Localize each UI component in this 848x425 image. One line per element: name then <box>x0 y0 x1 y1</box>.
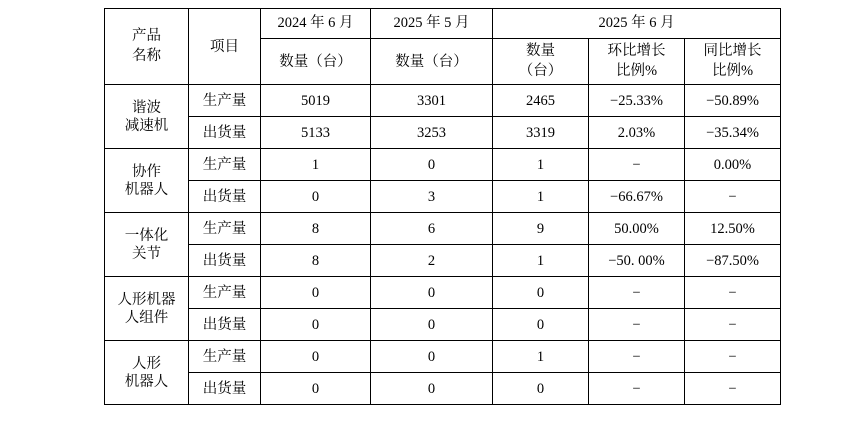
mom-growth: − <box>589 341 685 373</box>
table-row <box>105 309 781 341</box>
production-shipment-table-container <box>104 8 780 405</box>
qty-2024-06: 1 <box>261 149 371 181</box>
product-name-line1: 一体化 <box>124 227 169 244</box>
product-name-line1: 谐波 <box>132 99 161 116</box>
header-mom-growth-line2: 比例% <box>615 62 658 79</box>
product-name-line1: 协作 <box>132 163 161 180</box>
mom-growth: −50. 00% <box>589 245 685 277</box>
mom-growth: 2.03% <box>589 117 685 149</box>
yoy-growth: − <box>685 373 781 405</box>
qty-2024-06: 0 <box>261 277 371 309</box>
qty-2025-06: 1 <box>493 149 589 181</box>
table-header-row-top <box>105 9 781 39</box>
qty-2025-06: 3319 <box>493 117 589 149</box>
item-cell: 生产量 <box>189 85 261 117</box>
header-item: 项目 <box>189 9 261 85</box>
qty-2024-06: 0 <box>261 181 371 213</box>
item-cell: 生产量 <box>189 149 261 181</box>
yoy-growth: − <box>685 309 781 341</box>
header-yoy-growth <box>685 39 781 85</box>
item-cell: 出货量 <box>189 117 261 149</box>
table-row <box>105 181 781 213</box>
product-name-line2: 减速机 <box>124 117 169 134</box>
qty-2025-06: 0 <box>493 277 589 309</box>
item-cell: 出货量 <box>189 373 261 405</box>
qty-2025-05: 0 <box>371 309 493 341</box>
qty-2025-05: 6 <box>371 213 493 245</box>
header-product-name-line1: 产品 <box>132 28 161 44</box>
header-period-2025-05: 2025 年 5 月 <box>371 9 493 39</box>
header-yoy-growth-line2: 比例% <box>711 62 754 79</box>
header-period-2025-06: 2025 年 6 月 <box>493 9 781 39</box>
product-name-line2: 机器人 <box>124 373 169 390</box>
yoy-growth: −87.50% <box>685 245 781 277</box>
mom-growth: − <box>589 149 685 181</box>
qty-2025-06: 1 <box>493 245 589 277</box>
qty-2025-05: 3 <box>371 181 493 213</box>
qty-2024-06: 0 <box>261 309 371 341</box>
item-cell: 出货量 <box>189 245 261 277</box>
qty-2025-06: 1 <box>493 181 589 213</box>
qty-2025-06: 1 <box>493 341 589 373</box>
qty-2025-05: 2 <box>371 245 493 277</box>
yoy-growth: −35.34% <box>685 117 781 149</box>
header-product-name <box>105 9 189 85</box>
header-qty-2025-06-line1: 数量 <box>526 43 555 59</box>
qty-2024-06: 5019 <box>261 85 371 117</box>
header-qty-2025-06 <box>493 39 589 85</box>
product-name-line1: 人形机器 <box>117 291 176 308</box>
qty-2025-05: 0 <box>371 341 493 373</box>
yoy-growth: 0.00% <box>685 149 781 181</box>
header-mom-growth-line1: 环比增长 <box>607 43 666 59</box>
qty-2024-06: 5133 <box>261 117 371 149</box>
item-cell: 生产量 <box>189 277 261 309</box>
header-mom-growth <box>589 39 685 85</box>
table-row <box>105 213 781 245</box>
product-name-cell <box>105 341 189 405</box>
table-row <box>105 277 781 309</box>
item-cell: 生产量 <box>189 341 261 373</box>
qty-2025-06: 9 <box>493 213 589 245</box>
product-name-line2: 人组件 <box>124 309 169 326</box>
table-row <box>105 373 781 405</box>
table-body <box>105 85 781 405</box>
product-name-cell <box>105 213 189 277</box>
table-header <box>105 9 781 85</box>
yoy-growth: − <box>685 341 781 373</box>
header-period-2024-06: 2024 年 6 月 <box>261 9 371 39</box>
mom-growth: −25.33% <box>589 85 685 117</box>
item-cell: 出货量 <box>189 309 261 341</box>
qty-2025-06: 2465 <box>493 85 589 117</box>
mom-growth: − <box>589 309 685 341</box>
table-row <box>105 245 781 277</box>
qty-2025-05: 3253 <box>371 117 493 149</box>
qty-2025-06: 0 <box>493 373 589 405</box>
product-name-cell <box>105 277 189 341</box>
mom-growth: − <box>589 277 685 309</box>
table-row <box>105 117 781 149</box>
table-row <box>105 149 781 181</box>
qty-2024-06: 8 <box>261 213 371 245</box>
yoy-growth: − <box>685 277 781 309</box>
mom-growth: 50.00% <box>589 213 685 245</box>
yoy-growth: −50.89% <box>685 85 781 117</box>
product-name-line1: 人形 <box>132 355 161 372</box>
product-name-line2: 关节 <box>132 245 161 262</box>
table-row <box>105 341 781 373</box>
product-name-cell <box>105 85 189 149</box>
mom-growth: −66.67% <box>589 181 685 213</box>
product-name-line2: 机器人 <box>124 181 169 198</box>
qty-2024-06: 0 <box>261 373 371 405</box>
item-cell: 出货量 <box>189 181 261 213</box>
qty-2025-05: 0 <box>371 373 493 405</box>
qty-2025-06: 0 <box>493 309 589 341</box>
production-shipment-table <box>104 8 781 405</box>
yoy-growth: − <box>685 181 781 213</box>
mom-growth: − <box>589 373 685 405</box>
header-qty-2025-05: 数量（台） <box>371 39 493 85</box>
qty-2025-05: 0 <box>371 149 493 181</box>
item-cell: 生产量 <box>189 213 261 245</box>
header-qty-2024-06: 数量（台） <box>261 39 371 85</box>
qty-2025-05: 0 <box>371 277 493 309</box>
header-product-name-line2: 名称 <box>132 47 161 64</box>
table-row <box>105 85 781 117</box>
qty-2024-06: 0 <box>261 341 371 373</box>
qty-2025-05: 3301 <box>371 85 493 117</box>
product-name-cell <box>105 149 189 213</box>
qty-2024-06: 8 <box>261 245 371 277</box>
yoy-growth: 12.50% <box>685 213 781 245</box>
header-qty-2025-06-line2: （台） <box>518 62 563 79</box>
header-yoy-growth-line1: 同比增长 <box>703 43 762 59</box>
